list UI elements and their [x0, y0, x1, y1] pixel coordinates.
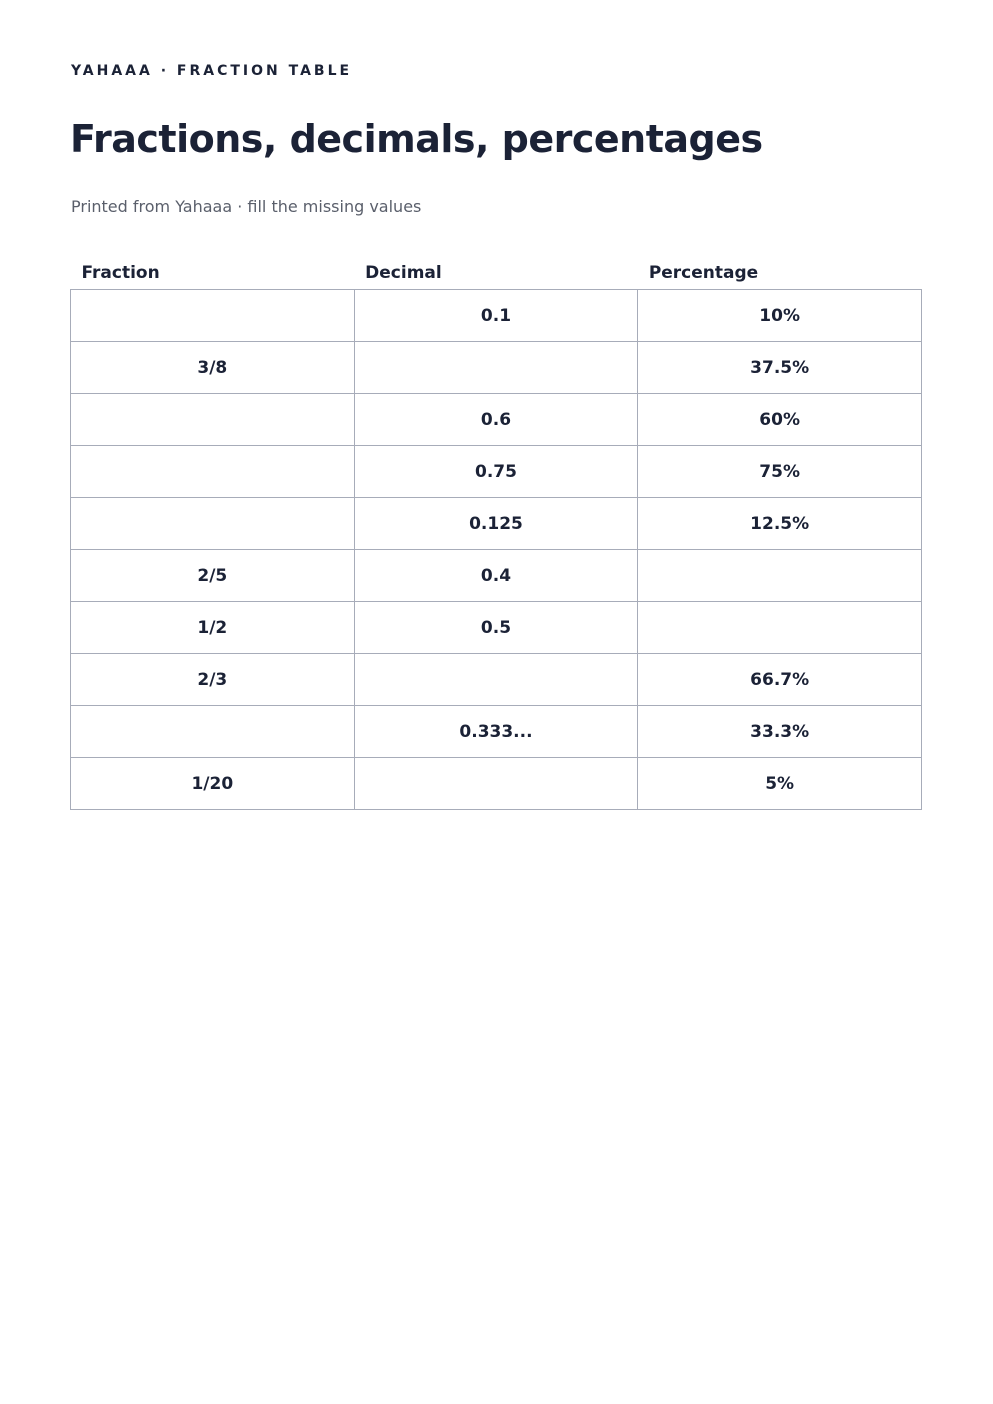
decimal-cell[interactable] — [354, 654, 638, 706]
decimal-cell[interactable]: 0.4 — [354, 550, 638, 602]
fraction-cell[interactable]: 3/8 — [71, 342, 355, 394]
table-row — [71, 290, 922, 342]
percentage-cell[interactable]: 60% — [638, 394, 922, 446]
fraction-cell[interactable]: 2/5 — [71, 550, 355, 602]
decimal-cell[interactable]: 0.75 — [354, 446, 638, 498]
percentage-cell[interactable]: 66.7% — [638, 654, 922, 706]
fraction-cell[interactable]: 2/3 — [71, 654, 355, 706]
page-subtitle: Printed from Yahaaa · fill the missing values — [71, 197, 422, 216]
fraction-cell[interactable] — [71, 446, 355, 498]
percentage-cell[interactable]: 10% — [638, 290, 922, 342]
table-header-row — [71, 258, 922, 290]
decimal-cell[interactable] — [354, 758, 638, 810]
percentage-cell[interactable] — [638, 602, 922, 654]
eyebrow-label: YAHAAA · FRACTION TABLE — [71, 63, 353, 79]
fraction-cell[interactable]: 1/2 — [71, 602, 355, 654]
fraction-cell[interactable] — [71, 394, 355, 446]
table-row — [71, 706, 922, 758]
decimal-cell[interactable] — [354, 342, 638, 394]
decimal-cell[interactable]: 0.6 — [354, 394, 638, 446]
decimal-cell[interactable]: 0.125 — [354, 498, 638, 550]
percentage-cell[interactable]: 12.5% — [638, 498, 922, 550]
table-row — [71, 342, 922, 394]
percentage-cell[interactable]: 75% — [638, 446, 922, 498]
percentage-cell[interactable]: 33.3% — [638, 706, 922, 758]
fraction-table — [70, 258, 922, 810]
table-row — [71, 498, 922, 550]
table-row — [71, 602, 922, 654]
fraction-cell[interactable] — [71, 706, 355, 758]
decimal-cell[interactable]: 0.1 — [354, 290, 638, 342]
column-header-fraction: Fraction — [81, 263, 160, 283]
column-header-decimal: Decimal — [365, 263, 442, 283]
table-row — [71, 446, 922, 498]
percentage-cell[interactable]: 5% — [638, 758, 922, 810]
table-row — [71, 550, 922, 602]
table-row — [71, 394, 922, 446]
decimal-cell[interactable]: 0.5 — [354, 602, 638, 654]
fraction-cell[interactable]: 1/20 — [71, 758, 355, 810]
percentage-cell[interactable] — [638, 550, 922, 602]
table-row — [71, 758, 922, 810]
fraction-cell[interactable] — [71, 290, 355, 342]
decimal-cell[interactable]: 0.333... — [354, 706, 638, 758]
fraction-table-container — [70, 258, 922, 810]
page-title: Fractions, decimals, percentages — [70, 117, 763, 161]
table-row — [71, 654, 922, 706]
column-header-percentage: Percentage — [648, 263, 759, 283]
fraction-cell[interactable] — [71, 498, 355, 550]
percentage-cell[interactable]: 37.5% — [638, 342, 922, 394]
